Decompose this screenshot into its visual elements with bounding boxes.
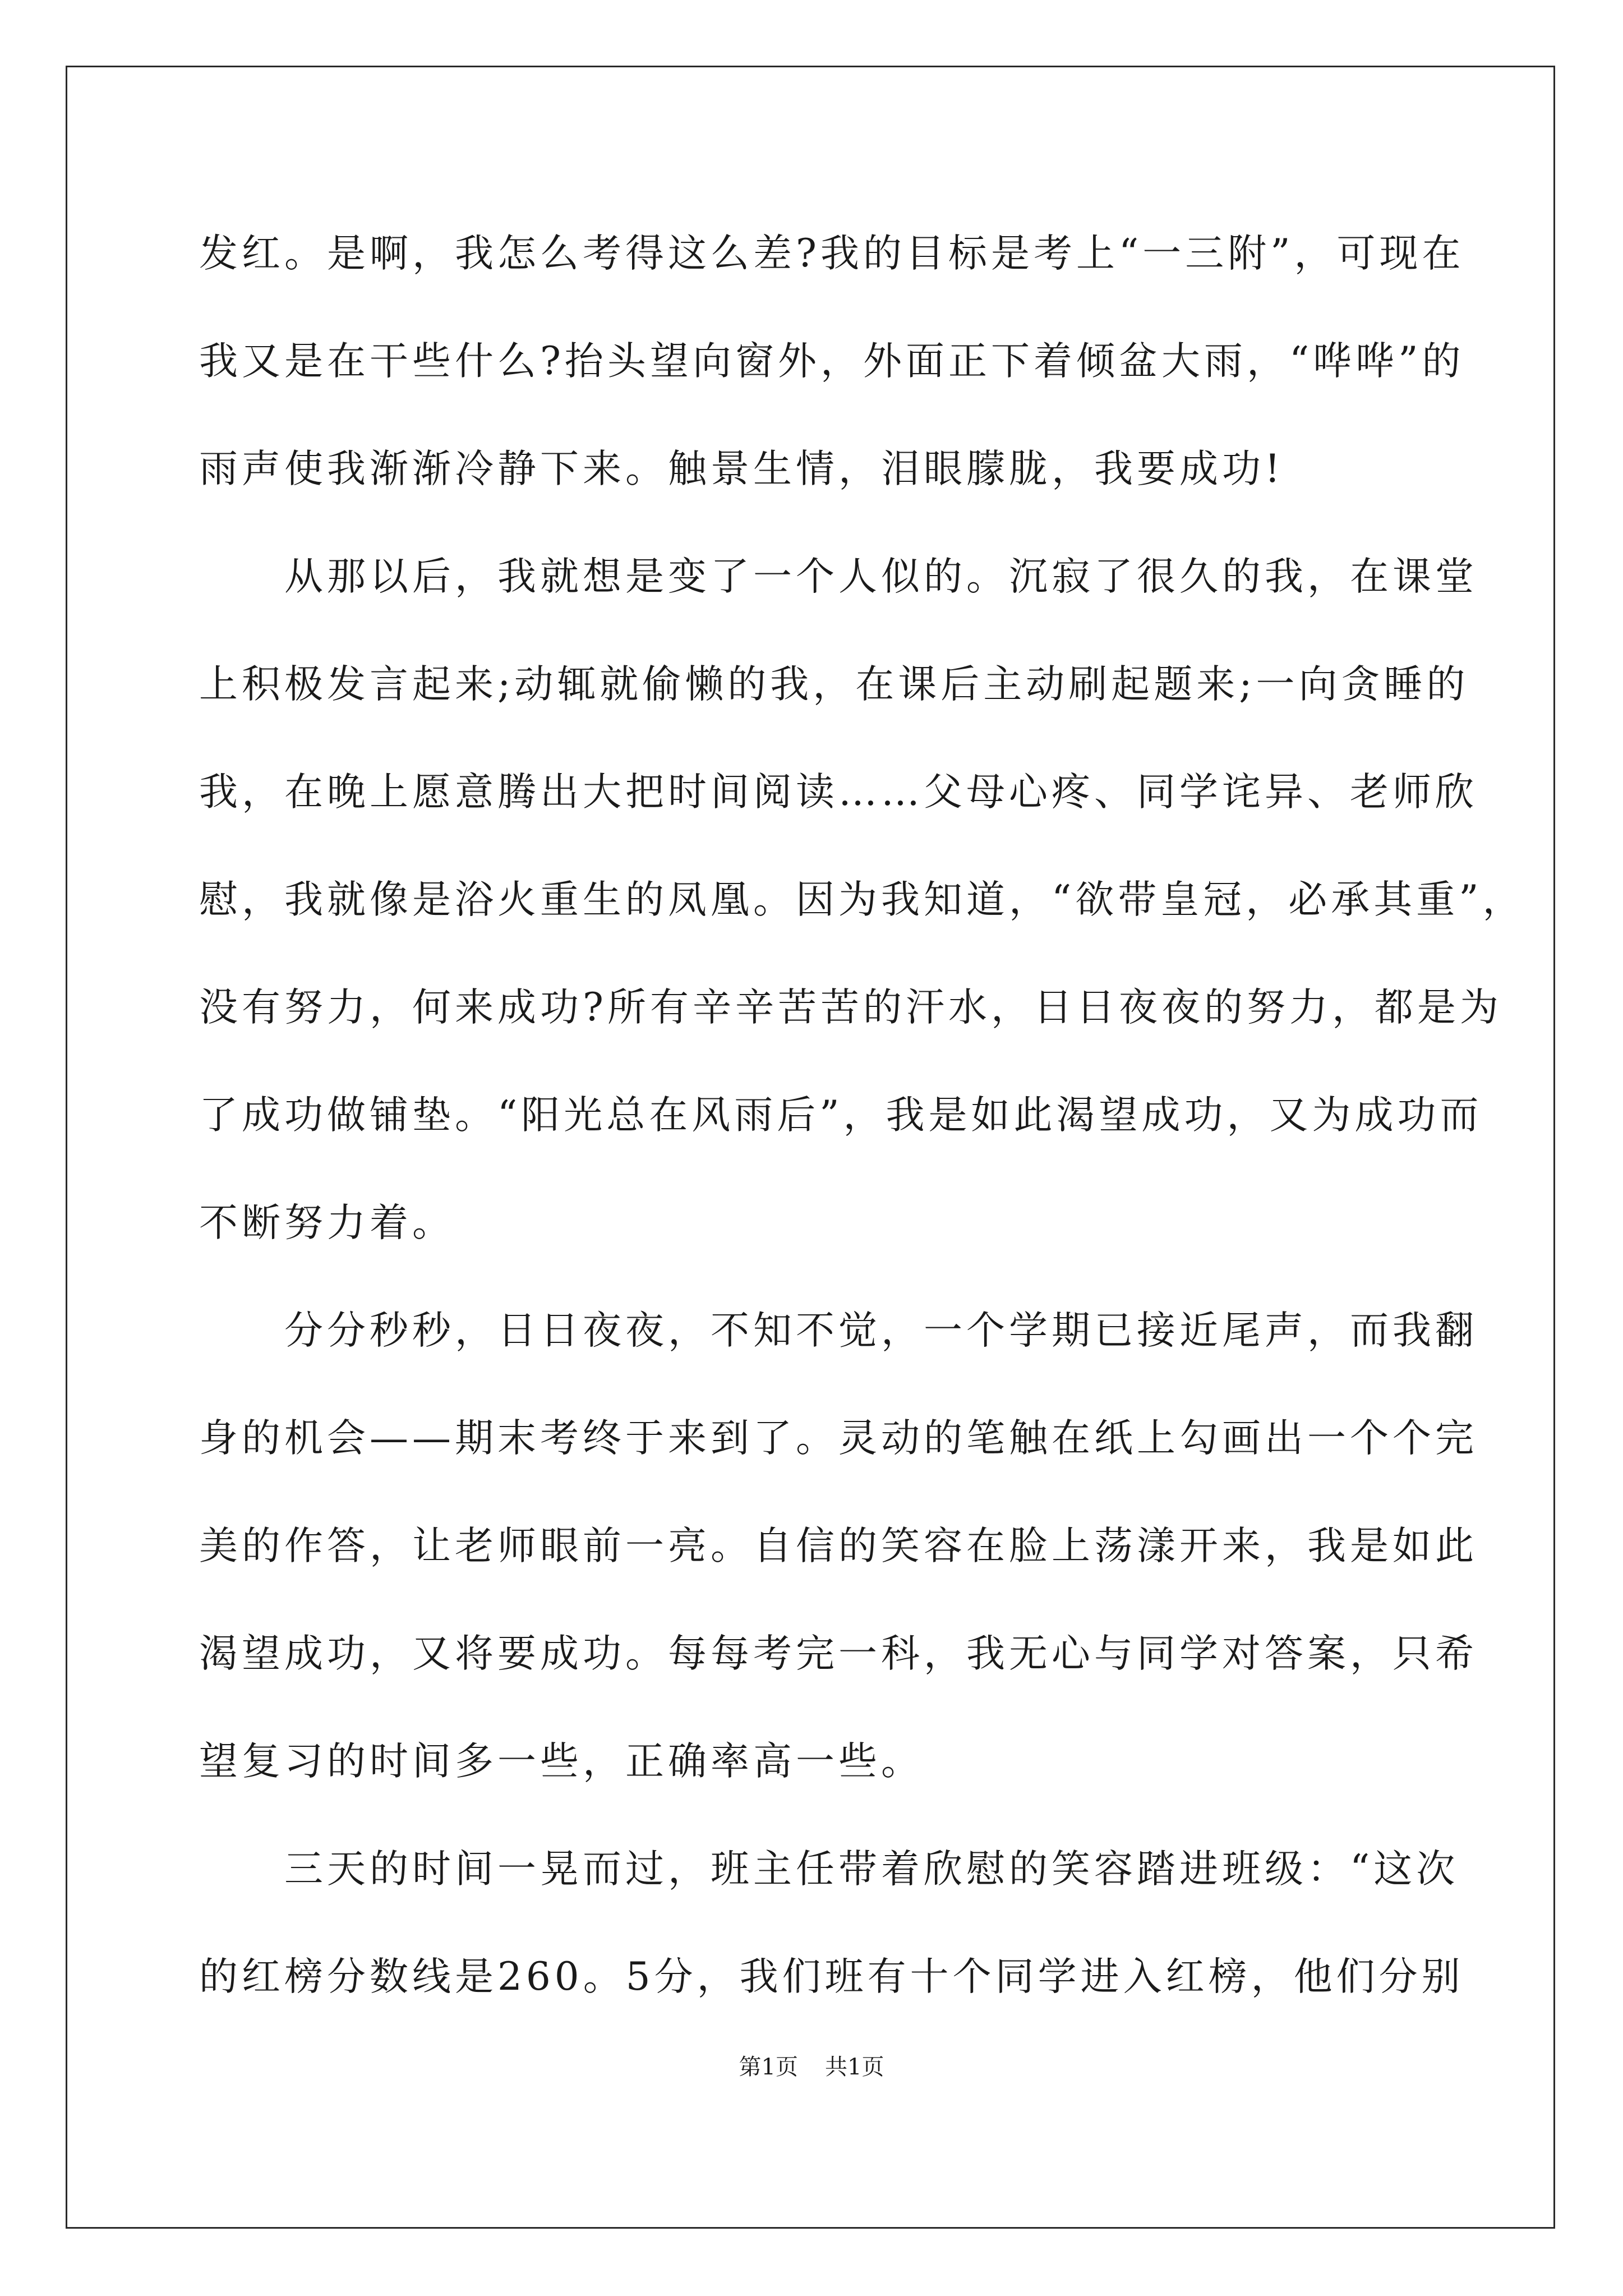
text-line: 我，在晚上愿意腾出大把时间阅读……父母心疼、同学诧异、老师欣 (199, 770, 1478, 815)
text-line: 发红。是啊，我怎么考得这么差?我的目标是考上“一三附”，可现在 (199, 231, 1465, 276)
text-line: 的红榜分数线是260。5分，我们班有十个同学进入红榜，他们分别 (199, 1954, 1464, 1999)
text-line: 了成功做铺垫。“阳光总在风雨后”，我是如此渴望成功，又为成功而 (199, 1093, 1483, 1138)
page-total: 共1页 (825, 2054, 884, 2080)
text-line: 身的机会——期末考终于来到了。灵动的笔触在纸上勾画出一个个完 (199, 1416, 1478, 1461)
text-line: 我又是在干些什么?抬头望向窗外，外面正下着倾盆大雨，“哗哗”的 (199, 339, 1465, 384)
text-line: 上积极发言起来;动辄就偷懒的我，在课后主动刷起题来;一向贪睡的 (199, 662, 1469, 707)
text-line: 慰，我就像是浴火重生的凤凰。因为我知道，“欲带皇冠，必承其重”， (199, 877, 1525, 922)
text-line: 三天的时间一晃而过，班主任带着欣慰的笑容踏进班级：“这次 (199, 1847, 1459, 1892)
text-line: 分分秒秒，日日夜夜，不知不觉，一个学期已接近尾声，而我翻 (199, 1308, 1478, 1353)
text-line: 没有努力，何来成功?所有辛辛苦苦的汗水，日日夜夜的努力，都是为 (199, 985, 1502, 1030)
page-number: 第1页 (739, 2054, 798, 2080)
text-line: 从那以后，我就想是变了一个人似的。沉寂了很久的我，在课堂 (199, 554, 1478, 599)
text-line: 望复习的时间多一些，正确率高一些。 (199, 1739, 924, 1784)
text-line: 不断努力着。 (199, 1200, 455, 1245)
text-line: 美的作答，让老师眼前一亮。自信的笑容在脸上荡漾开来，我是如此 (199, 1524, 1478, 1568)
page-footer (0, 2050, 1623, 2084)
text-line: 雨声使我渐渐冷静下来。触景生情，泪眼朦胧，我要成功! (199, 447, 1284, 491)
text-line: 渴望成功，又将要成功。每每考完一科，我无心与同学对答案，只希 (199, 1631, 1478, 1676)
